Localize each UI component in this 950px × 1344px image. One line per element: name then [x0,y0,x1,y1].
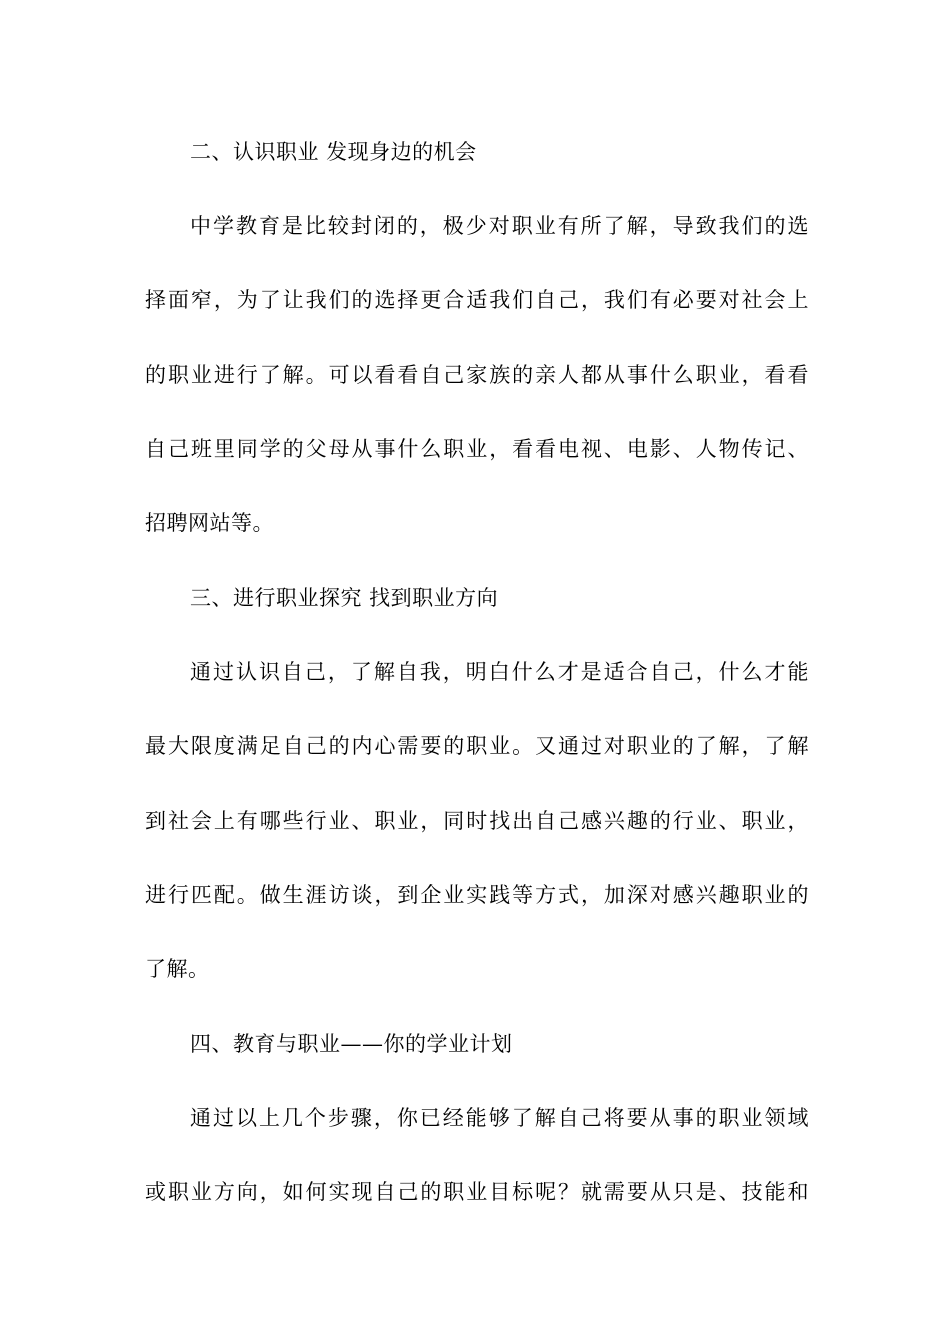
paragraph-line: 择面窄，为了让我们的选择更合适我们自己，我们有必要对社会上 [145,288,809,312]
paragraph-line: 进行匹配。做生涯访谈，到企业实践等方式，加深对感兴趣职业的 [145,883,809,907]
paragraph-line: 招聘网站等。 [145,511,274,535]
paragraph-line: 通过认识自己，了解自我，明白什么才是适合自己，什么才能 [190,660,809,684]
section-heading: 四、教育与职业——你的学业计划 [190,1032,513,1056]
paragraph-line: 中学教育是比较封闭的，极少对职业有所了解，导致我们的选 [190,214,809,238]
paragraph-line: 的职业进行了解。可以看看自己家族的亲人都从事什么职业，看看 [145,363,809,387]
paragraph-line: 或职业方向，如何实现自己的职业目标呢？就需要从只是、技能和 [145,1180,809,1204]
paragraph-line: 了解。 [145,957,210,981]
paragraph-line: 到社会上有哪些行业、职业，同时找出自己感兴趣的行业、职业， [145,809,809,833]
paragraph-line: 最大限度满足自己的内心需要的职业。又通过对职业的了解，了解 [145,734,809,758]
section-heading: 二、认识职业 发现身边的机会 [190,140,477,164]
paragraph-line: 自己班里同学的父母从事什么职业，看看电视、电影、人物传记、 [145,437,809,461]
paragraph-line: 通过以上几个步骤，你已经能够了解自己将要从事的职业领域 [190,1106,809,1130]
section-heading: 三、进行职业探究 找到职业方向 [190,586,499,610]
